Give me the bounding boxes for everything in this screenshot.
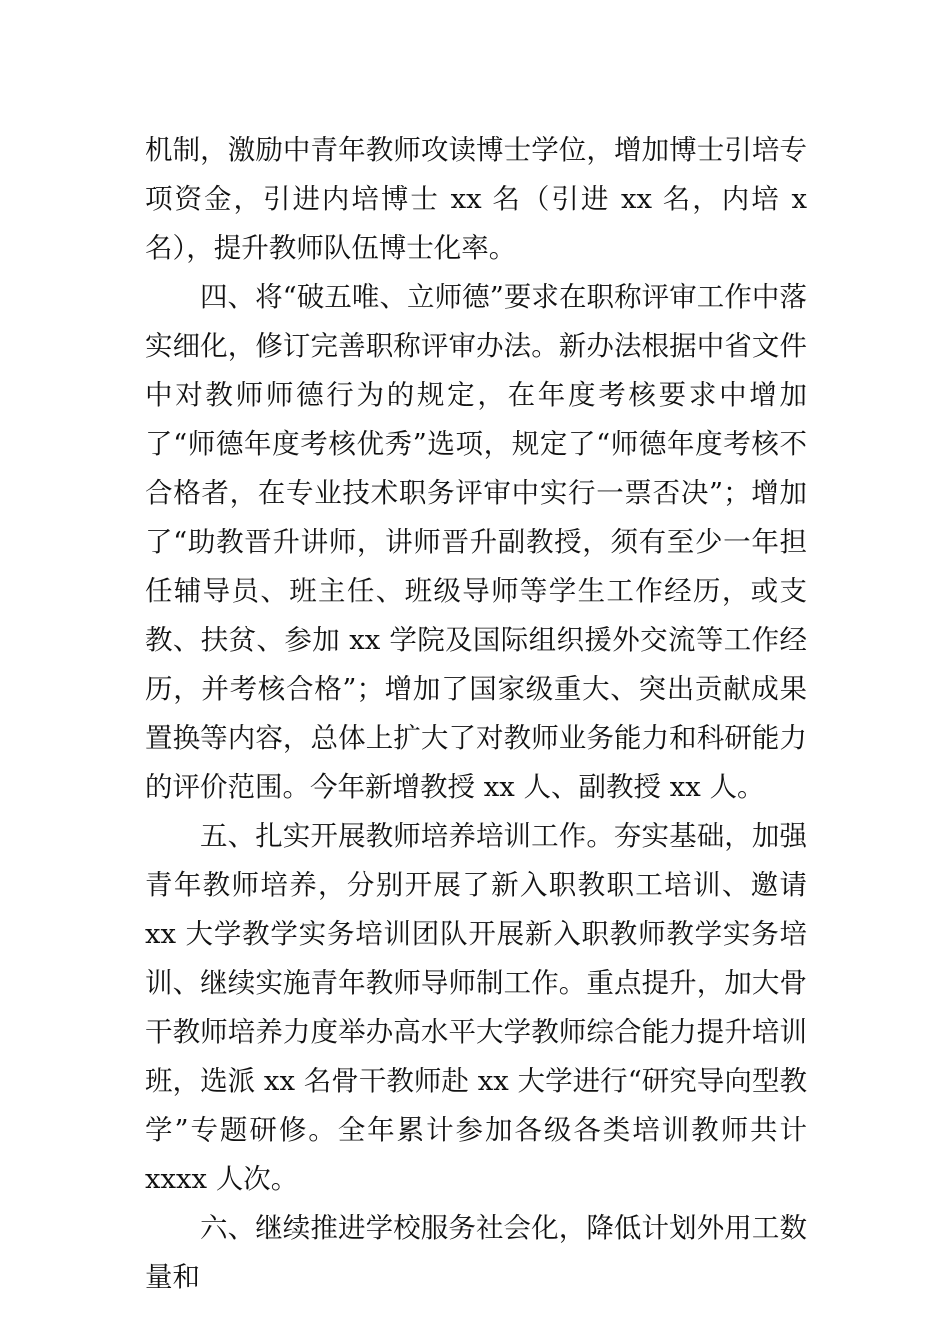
paragraph-section-six: 六、继续推进学校服务社会化，降低计划外用工数量和 [145, 1212, 807, 1293]
paragraph-continuation: 机制，激励中青年教师攻读博士学位，增加博士引培专项资金，引进内培博士 xx 名（引进 xx 名，内培 x 名），提升教师队伍博士化率。 [145, 134, 807, 264]
paragraph-section-five: 五、扎实开展教师培养培训工作。夯实基础，加强青年教师培养，分别开展了新入职教职工培训、邀请 xx 大学教学实务培训团队开展新入职教师教学实务培训、继续实施青年教师导师制工作。重点提升，加大骨干教师培养力度举办高水平大学教师综合能力提升培训班，选派 xx 名骨干教师赴 xx 大学进行“研究导向型教学”专题研修。全年累计参加各级各类培训教师共计 xxxx 人次。 [145, 820, 807, 1195]
document-body [145, 126, 807, 1302]
paragraph-section-four: 四、将“破五唯、立师德”要求在职称评审工作中落实细化，修订完善职称评审办法。新办法根据中省文件中对教师师德行为的规定，在年度考核要求中增加了“师德年度考核优秀”选项，规定了“师德年度考核不合格者，在专业技术职务评审中实行一票否决”；增加了“助教晋升讲师，讲师晋升副教授，须有至少一年担任辅导员、班主任、班级导师等学生工作经历，或支教、扶贫、参加 xx 学院及国际组织援外交流等工作经历，并考核合格”；增加了国家级重大、突出贡献成果置换等内容，总体上扩大了对教师业务能力和科研能力的评价范围。今年新增教授 xx 人、副教授 xx 人。 [145, 281, 807, 803]
